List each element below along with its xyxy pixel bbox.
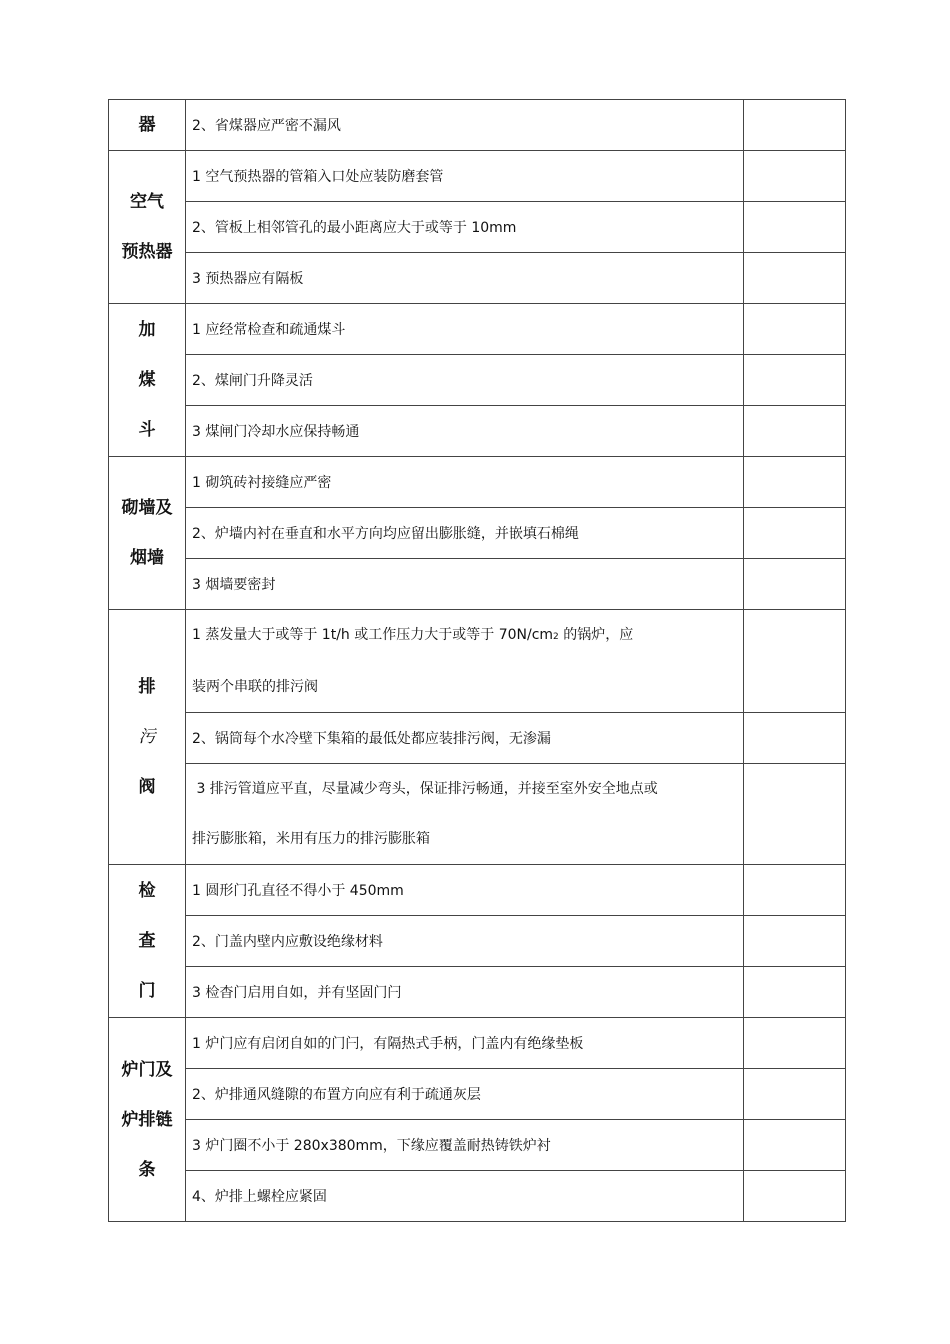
table-row <box>109 865 846 916</box>
item-cell <box>186 610 744 713</box>
item-cell: 3 煤闸门冷却水应保持畅通 <box>186 406 744 457</box>
category-label: 查 <box>138 931 156 951</box>
table-row <box>109 967 846 1018</box>
category-label: 检 <box>138 881 156 901</box>
category-label: 排 <box>138 677 156 697</box>
result-cell <box>744 457 846 508</box>
item-line: 装两个串联的排污阀 <box>192 679 318 695</box>
result-cell <box>744 967 846 1018</box>
result-cell <box>744 764 846 865</box>
result-cell <box>744 406 846 457</box>
category-cell <box>109 151 186 304</box>
category-label: 门 <box>138 981 156 1001</box>
table-row <box>109 610 846 713</box>
result-cell <box>744 1018 846 1069</box>
table-row <box>109 457 846 508</box>
item-cell: 2、省煤器应严密不漏风 <box>186 100 744 151</box>
category-cell <box>109 865 186 1018</box>
result-cell <box>744 610 846 713</box>
item-line <box>192 610 743 662</box>
table-row <box>109 1120 846 1171</box>
item-cell: 2、煤闸门升降灵活 <box>186 355 744 406</box>
category-label: 污 <box>138 727 156 747</box>
item-cell: 3 烟墙要密封 <box>186 559 744 610</box>
category-label: 加 <box>138 320 156 340</box>
subscript: 2 <box>553 632 559 642</box>
item-cell: 1 空气预热器的管箱入口处应装防磨套管 <box>186 151 744 202</box>
item-cell: 2、门盖内壁内应敷设绝缘材料 <box>186 916 744 967</box>
result-cell <box>744 151 846 202</box>
category-label: 器 <box>138 115 156 135</box>
item-line: 3 排污管道应平直，尽量减少弯头，保证排污畅通，并接至室外安全地点或 <box>192 781 658 797</box>
table-row <box>109 151 846 202</box>
result-cell <box>744 916 846 967</box>
item-cell: 3 预热器应有隔板 <box>186 253 744 304</box>
item-cell: 1 圆形门孔直径不得小于 450mm <box>186 865 744 916</box>
table-row <box>109 508 846 559</box>
item-cell: 2、炉排通风缝隙的布置方向应有利于疏通灰层 <box>186 1069 744 1120</box>
table-row <box>109 100 846 151</box>
item-cell: 2、炉墙内衬在垂直和水平方向均应留出膨胀缝，并嵌填石棉绳 <box>186 508 744 559</box>
item-cell <box>186 764 744 865</box>
table-row <box>109 764 846 865</box>
category-label: 预热器 <box>121 242 173 262</box>
result-cell <box>744 865 846 916</box>
item-line: 排污膨胀箱，米用有压力的排污膨胀箱 <box>192 831 430 847</box>
item-cell: 3 炉门圈不小于 280x380mm，下缘应覆盖耐热铸铁炉衬 <box>186 1120 744 1171</box>
result-cell <box>744 508 846 559</box>
item-text: 的锅炉，应 <box>558 627 634 643</box>
inspection-table <box>108 99 846 1222</box>
category-cell <box>109 610 186 865</box>
category-label: 斗 <box>138 420 156 440</box>
table-row <box>109 304 846 355</box>
result-cell <box>744 559 846 610</box>
result-cell <box>744 713 846 764</box>
result-cell <box>744 253 846 304</box>
item-cell: 1 应经常检查和疏通煤斗 <box>186 304 744 355</box>
item-cell: 2、管板上相邻管孔的最小距离应大于或等于 10mm <box>186 202 744 253</box>
category-label: 煤 <box>138 370 156 390</box>
result-cell <box>744 100 846 151</box>
category-label: 阀 <box>138 777 156 797</box>
table-row <box>109 355 846 406</box>
table-row <box>109 916 846 967</box>
category-label: 砌墙及 <box>121 498 173 518</box>
category-label: 条 <box>138 1159 156 1180</box>
table-row <box>109 713 846 764</box>
category-label: 炉排链 <box>121 1109 173 1130</box>
category-label: 烟墙 <box>130 548 164 568</box>
table-row <box>109 1069 846 1120</box>
result-cell <box>744 1120 846 1171</box>
item-cell: 4、炉排上螺栓应紧固 <box>186 1171 744 1222</box>
category-cell <box>109 100 186 151</box>
category-label: 空气 <box>130 192 164 212</box>
result-cell <box>744 355 846 406</box>
table-row <box>109 253 846 304</box>
table-row <box>109 1171 846 1222</box>
table-row <box>109 1018 846 1069</box>
result-cell <box>744 304 846 355</box>
result-cell <box>744 1171 846 1222</box>
result-cell <box>744 202 846 253</box>
item-cell: 2、锅筒每个水冷壁下集箱的最低处都应装排污阀，无渗漏 <box>186 713 744 764</box>
category-cell <box>109 457 186 610</box>
category-cell <box>109 304 186 457</box>
item-cell: 1 炉门应有启闭自如的门闩，有隔热式手柄，门盖内有绝缘垫板 <box>186 1018 744 1069</box>
table-row <box>109 202 846 253</box>
result-cell <box>744 1069 846 1120</box>
table-row <box>109 406 846 457</box>
category-label: 炉门及 <box>121 1059 173 1080</box>
item-text: 1 蒸发量大于或等于 1t/h 或工作压力大于或等于 70N/cm <box>192 627 554 643</box>
category-cell <box>109 1018 186 1222</box>
item-cell: 1 砌筑砖衬接缝应严密 <box>186 457 744 508</box>
table-row <box>109 559 846 610</box>
item-cell: 3 检杳门启用自如，并有坚固门闩 <box>186 967 744 1018</box>
